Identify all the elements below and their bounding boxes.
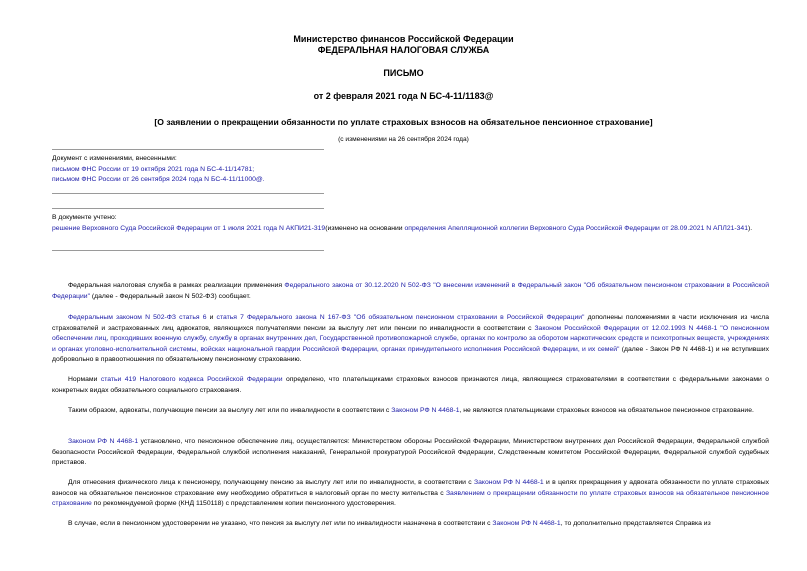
article-6-link[interactable]: статья 6 xyxy=(179,314,207,321)
law-502-link[interactable]: Федерального закона от 30.12.2020 N 502-ФЗ "О внесении изменений в Федеральный закон "Об обязательном пенсионном страховании в Российской Федерации" xyxy=(52,282,770,300)
considered-tail: ). xyxy=(748,224,753,232)
considered-block xyxy=(52,213,769,234)
text: Федеральная налоговая служба в рамках реализации применения xyxy=(68,282,285,289)
law-4468-link[interactable]: Законом РФ N 4468-1 xyxy=(492,520,561,527)
law-4468-link[interactable]: Законом РФ N 4468-1 xyxy=(68,438,139,445)
law-4468-full-link[interactable]: Законом Российской Федерации от 12.02.1993 N 4468-1 "О пенсионном обеспечении лиц, проходивших военную службу, службу в органах внутренних дел, Государственной противопожарной службе, органах по контролю за оборотом наркотических средств и психотропных веществ, учреждениях и органах уголовно-исполнительной системы, войсках национальной гвардии Российской Федерации, органах принудительного исполнения Российской Федерации, и их семей" xyxy=(52,324,769,353)
paragraph-5 xyxy=(52,437,769,469)
text: и xyxy=(206,314,217,321)
text: определено, что плательщиками страховых взносов признаются лица, являющиеся страхователями в соответствии с федеральными законами о конкретных видах обязательного социального страхования. xyxy=(52,376,770,394)
text: и в целях прекращения у адвоката обязанности по уплате страховых взносов на обязательное пенсионное страхование ему необходимо обратиться в налоговый орган по месту жительства с xyxy=(52,479,769,497)
paragraph-6 xyxy=(52,478,769,510)
paragraph-1 xyxy=(52,281,769,302)
changes-block xyxy=(52,154,769,186)
law-4468-link[interactable]: Законом РФ N 4468-1 xyxy=(474,479,544,486)
text: Нормами xyxy=(68,376,101,383)
text: , то дополнительно представляется Справка из xyxy=(560,520,711,527)
court-decision-link[interactable]: решение Верховного Суда Российской Федерации от 1 июля 2021 года N АКПИ21-319 xyxy=(52,224,326,232)
paragraph-2 xyxy=(52,313,769,366)
divider xyxy=(52,149,324,150)
paragraph-4 xyxy=(52,406,769,417)
considered-intro: В документе учтено: xyxy=(52,214,117,221)
termination-application-link[interactable]: Заявлением о прекращении обязанности по уплате страховых взносов на обязательное пенсионное страхование xyxy=(52,489,769,508)
document-title: [О заявлении о прекращении обязанности по уплате страховых взносов на обязательное пенсионное страхование] xyxy=(154,117,653,127)
changes-intro: Документ с изменениями, внесенными: xyxy=(52,155,177,162)
considered-mid: (изменено на основании xyxy=(325,224,405,232)
change-link-1[interactable]: письмом ФНС России от 19 октября 2021 года N БС-4-11/14781; xyxy=(52,165,255,173)
text: (далее - Закон РФ N 4468-1) и не вступивших добровольно в правоотношения по обязательному пенсионному страхованию. xyxy=(52,345,769,364)
law-4468-link[interactable]: Законом РФ N 4468-1 xyxy=(391,407,460,414)
text: (далее - Федеральный закон N 502-ФЗ) сообщает. xyxy=(90,292,251,300)
text: Таким образом, адвокаты, получающие пенсии за выслугу лет или по инвалидности в соответствии с xyxy=(68,407,392,414)
changes-note: (с изменениями на 26 сентября 2024 года) xyxy=(338,136,469,143)
text: Для отнесения физического лица к пенсионеру, получающему пенсию за выслугу лет или по инвалидности, в соответствии с xyxy=(68,479,475,486)
divider xyxy=(52,193,324,194)
text: , не являются плательщиками страховых взносов на обязательное пенсионное страхование. xyxy=(459,407,754,414)
appeal-ruling-link[interactable]: определения Апелляционной коллегии Верховного Суда Российской Федерации от 28.09.2021 N АПЛ21-341 xyxy=(404,224,748,232)
text: В случае, если в пенсионном удостоверении не указано, что пенсия за выслугу лет или по инвалидности назначена в соответствии с xyxy=(68,520,493,527)
law-502-short-link[interactable]: Федеральным законом N 502-ФЗ xyxy=(68,314,177,321)
paragraph-7 xyxy=(52,519,769,530)
change-link-2[interactable]: письмом ФНС России от 26 сентября 2024 года N БС-4-11/11000@. xyxy=(52,176,265,184)
text: установлено, что пенсионное обеспечение лиц, осуществляется: Министерством обороны Российской Федерации, Министерством внутренних дел Российской Федерации, Федеральной службой безопасности Российской Федерации, Федеральной службой исполнения наказаний, Генеральной прокуратурой Российской Федерации, Следственным комитетом Российской Федерации, Федеральной службой судебных приставов. xyxy=(52,438,769,467)
ministry-name: Министерство финансов Российской Федерации xyxy=(293,34,514,44)
document-date-number: от 2 февраля 2021 года N БС-4-11/1183@ xyxy=(313,91,494,101)
article-7-link[interactable]: статья 7 Федерального закона N 167-ФЗ "Об обязательном пенсионном страховании в Российской Федерации" xyxy=(216,314,585,321)
text: дополнены положениями в части исключения из числа страхователей и застрахованных лиц адвокатов, являющихся получателями пенсии за выслугу лет или пенсии по инвалидности в соответствии с xyxy=(52,314,769,332)
paragraph-3 xyxy=(52,375,769,396)
service-name: ФЕДЕРАЛЬНАЯ НАЛОГОВАЯ СЛУЖБА xyxy=(317,45,490,55)
document-type: ПИСЬМО xyxy=(383,68,424,78)
divider xyxy=(52,250,324,251)
text: по рекомендуемой форме (КНД 1150118) с представлением копии пенсионного удостоверения. xyxy=(91,500,396,508)
tax-code-419-link[interactable]: статьи 419 Налогового кодекса Российской Федерации xyxy=(100,376,283,383)
divider xyxy=(52,208,324,209)
